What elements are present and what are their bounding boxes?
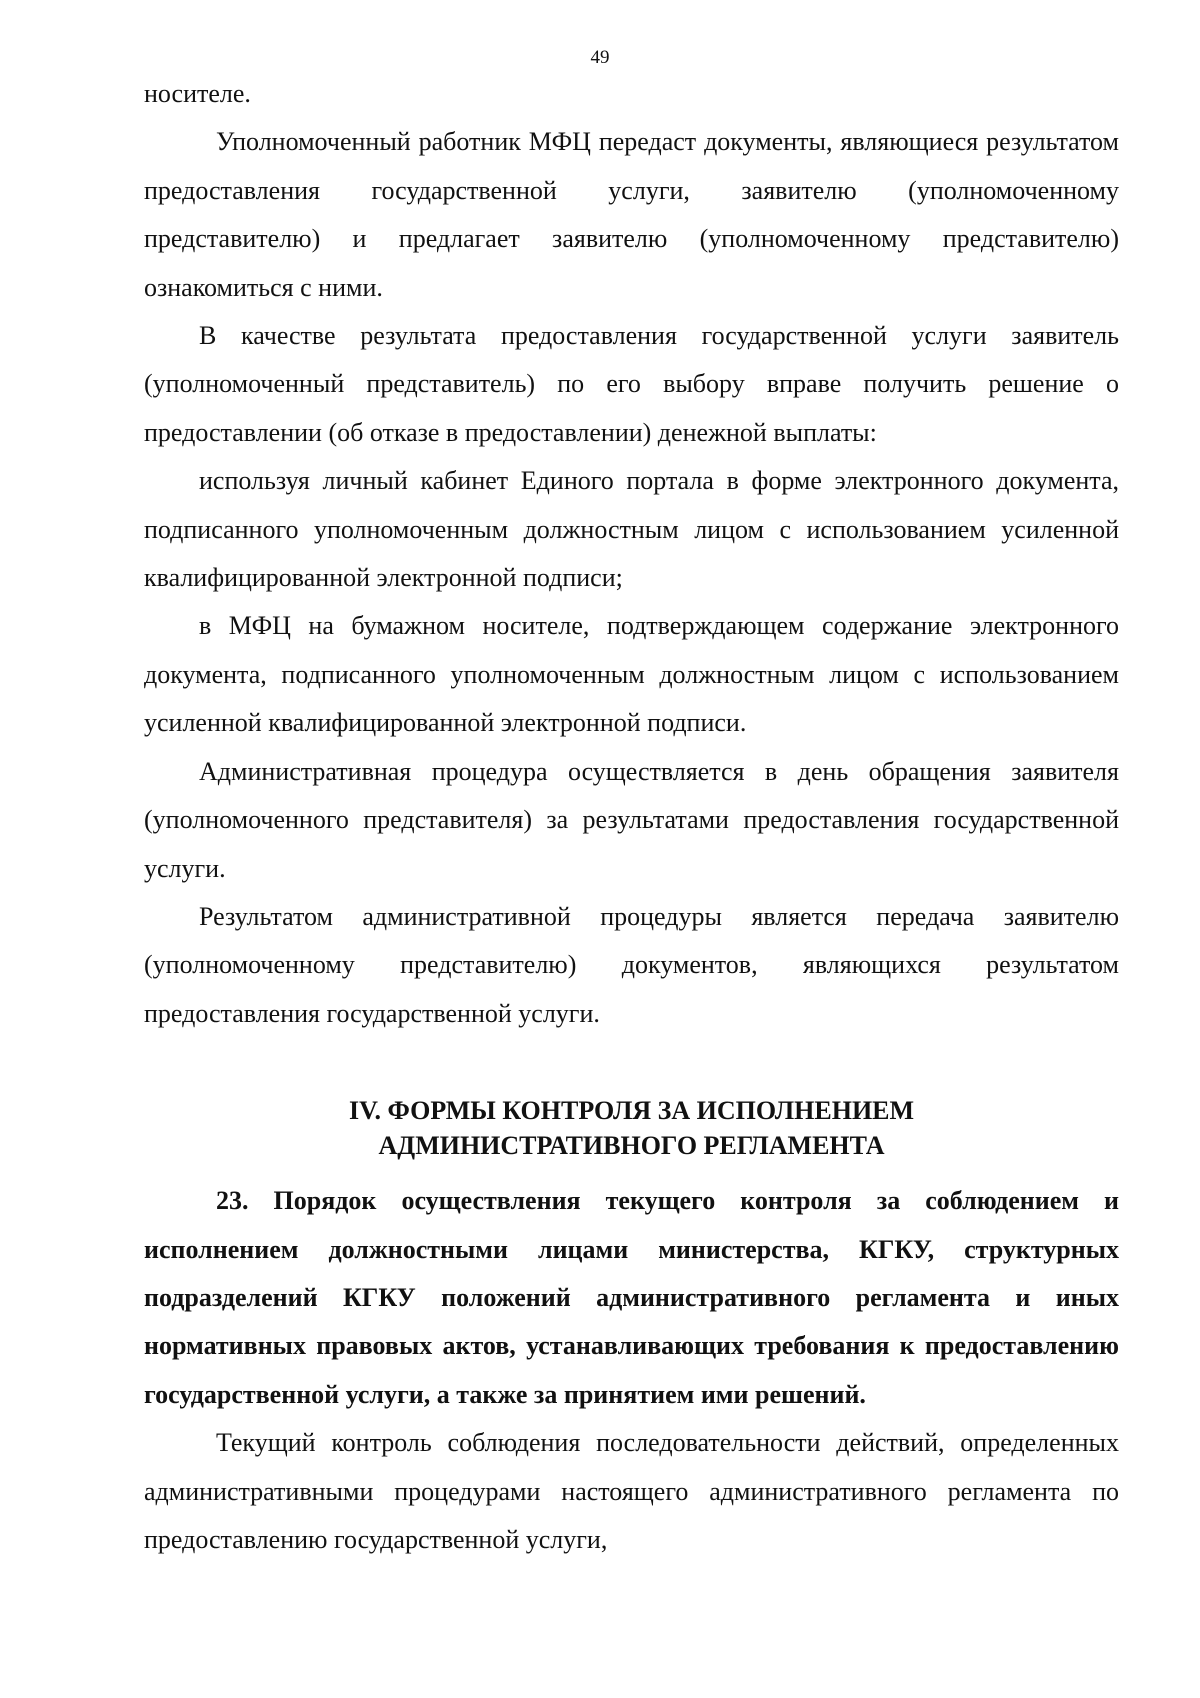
section-heading-line1: IV. ФОРМЫ КОНТРОЛЯ ЗА ИСПОЛНЕНИЕМ bbox=[348, 1096, 915, 1126]
paragraph-continuation: носителе. bbox=[144, 79, 251, 108]
document-body bbox=[144, 70, 1119, 1564]
paragraph-current-control: Текущий контроль соблюдения последовательности действий, определенных административными процедурами настоящего административного регламента по предоставлению государственной услуги, bbox=[144, 1428, 1119, 1554]
section-heading bbox=[144, 1093, 1119, 1163]
subsection-heading: 23. Порядок осуществления текущего контроля за соблюдением и исполнением должностными лицами министерства, КГКУ, структурных подразделений КГКУ положений административного регламента и иных нормативных правовых актов, устанавливающих требования к предоставлению государственной услуги, а также за принятием ими решений. bbox=[144, 1186, 1119, 1409]
paragraph-procedure-timing: Административная процедура осуществляется в день обращения заявителя (уполномоченного представителя) за результатами предоставления государственной услуги. bbox=[144, 756, 1119, 883]
section-heading-line2: АДМИНИСТРАТИВНОГО РЕГЛАМЕНТА bbox=[378, 1131, 885, 1161]
paragraph-result-options: В качестве результата предоставления государственной услуги заявитель (уполномоченный представитель) по его выбору вправе получить решение о предоставлении (об отказе в предоставлении) денежной выплаты: bbox=[144, 321, 1119, 447]
paragraph-mfc-transfer: Уполномоченный работник МФЦ передаст документы, являющиеся результатом предоставления государственной услуги, заявителю (уполномоченному представителю) и предлагает заявителю (уполномоченному представителю) ознакомиться с ними. bbox=[144, 127, 1119, 302]
paragraph-option-mfc: в МФЦ на бумажном носителе, подтверждающем содержание электронного документа, подписанного уполномоченным должностным лицом с использованием усиленной квалифицированной электронной подписи. bbox=[144, 611, 1119, 738]
paragraph-option-portal: используя личный кабинет Единого портала в форме электронного документа, подписанного уполномоченным должностным лицом с использованием усиленной квалифицированной электронной подписи; bbox=[144, 466, 1119, 593]
page-number: 49 bbox=[590, 47, 610, 68]
paragraph-procedure-result: Результатом административной процедуры является передача заявителю (уполномоченному представителю) документов, являющихся результатом предоставления государственной услуги. bbox=[144, 901, 1119, 1028]
